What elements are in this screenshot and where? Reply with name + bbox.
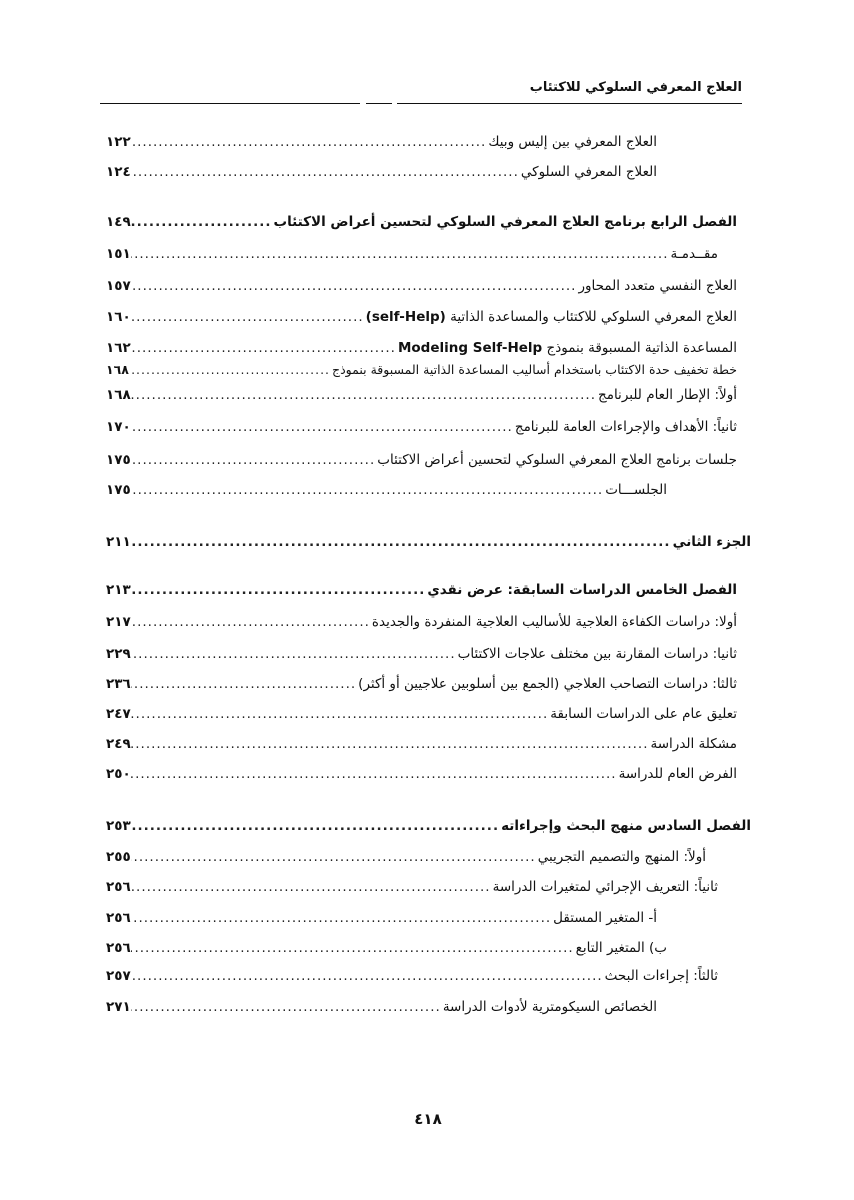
- toc-chapter: الفصل السادس منهج البحث وإجراءاته ..... ٢٥٣: [106, 815, 751, 837]
- rule-gap: [360, 101, 366, 105]
- toc-entry: ثانياً: الأهداف والإجراءات العامة للبرنامج ..... ١٧٠: [106, 416, 737, 438]
- toc-entry: العلاج النفسي متعدد المحاور ..... ١٥٧: [106, 275, 737, 297]
- toc-entry: العلاج المعرفي السلوكي ..... ١٢٤: [106, 161, 657, 183]
- toc-entry: أولاً: الإطار العام للبرنامج ..... ١٦٨: [106, 384, 737, 406]
- toc-entry: ثانياً: التعريف الإجرائي لمتغيرات الدراسة ..... ٢٥٦: [106, 876, 718, 898]
- toc-entry: أولاً: المنهج والتصميم التجريبي ..... ٢٥٥: [106, 846, 706, 868]
- page-number: ٤١٨: [414, 1110, 442, 1128]
- toc-entry: ثالثا: دراسات التصاحب العلاجي (الجمع بين أسلوبين علاجيين أو أكثر) ..... ٢٣٦: [106, 673, 737, 695]
- toc-entry: ثانيا: دراسات المقارنة بين مختلف علاجات الاكتئاب ..... ٢٢٩: [106, 643, 737, 665]
- toc-entry: ب) المتغير التابع ..... ٢٥٦: [106, 937, 667, 959]
- toc-chapter: الفصل الرابع برنامج العلاج المعرفي السلوكي لتحسين أعراض الاكتئاب ..... ١٤٩: [106, 211, 737, 233]
- toc-entry: الجلســـات ..... ١٧٥: [106, 479, 667, 501]
- header-rule: [100, 103, 742, 104]
- toc-part: الجزء الثاني ..... ٢١١: [106, 531, 751, 553]
- toc-entry: أ- المتغير المستقل ..... ٢٥٦: [106, 907, 657, 929]
- toc-entry: أولا: دراسات الكفاءة العلاجية للأساليب العلاجية المنفردة والجديدة ..... ٢١٧: [106, 611, 737, 633]
- running-header: العلاج المعرفي السلوكي للاكتئاب: [529, 80, 742, 95]
- toc-entry: مقــدمـة ..... ١٥١: [106, 243, 718, 265]
- toc-entry: ثالثاً: إجراءات البحث ..... ٢٥٧: [106, 965, 718, 987]
- rule-gap: [392, 101, 397, 105]
- toc-entry: جلسات برنامج العلاج المعرفي السلوكي لتحسين أعراض الاكتئاب ..... ١٧٥: [106, 449, 737, 471]
- toc-entry: العلاج المعرفي بين إليس وبيك ..... ١٢٢: [106, 131, 657, 153]
- toc-chapter: الفصل الخامس الدراسات السابقة: عرض نقدي ..... ٢١٣: [106, 579, 737, 601]
- toc-entry: مشكلة الدراسة ..... ٢٤٩: [106, 733, 737, 755]
- toc-entry: الخصائص السيكومترية لأدوات الدراسة ..... ٢٧١: [106, 996, 657, 1018]
- toc-entry: العلاج المعرفي السلوكي للاكتئاب والمساعدة الذاتية (self-Help) ..... ١٦٠: [106, 306, 737, 328]
- toc-entry: خطة تخفيف حدة الاكتئاب باستخدام أساليب المساعدة الذاتية المسبوقة بنموذج ..... ١٦٨: [106, 359, 737, 381]
- toc-entry: الفرض العام للدراسة ..... ٢٥٠: [106, 763, 737, 785]
- toc-entry: المساعدة الذاتية المسبوقة بنموذج Modeling Self-Help ..... ١٦٢: [106, 337, 737, 359]
- toc-entry: تعليق عام على الدراسات السابقة ..... ٢٤٧: [106, 703, 737, 725]
